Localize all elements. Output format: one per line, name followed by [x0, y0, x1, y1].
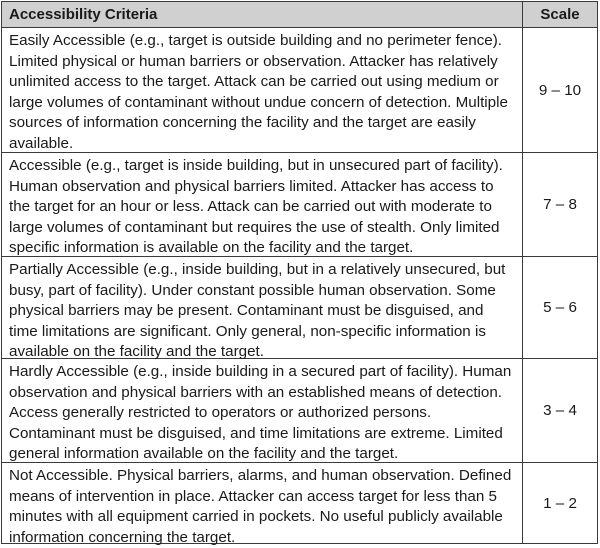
table-row: [2, 463, 597, 546]
criteria-cell: Hardly Accessible (e.g., inside building in a secured part of facility). Human observation and physical barriers with an established means of detection. Access generally restricted to operators or authorized persons. Contaminant must be disguised, and time limitations are extreme. Limited general information available on the facility and the target.: [2, 359, 523, 462]
table-row: [2, 153, 597, 257]
accessibility-criteria-table: [1, 1, 598, 544]
header-scale: Scale: [540, 5, 580, 23]
header-criteria: Accessibility Criteria: [2, 2, 523, 27]
scale-cell: 9 – 10: [538, 81, 582, 99]
criteria-cell: Easily Accessible (e.g., target is outside building and no perimeter fence). Limited physical or human barriers or observation. Attacker has relatively unlimited access to the target. Attack can be carried out using medium or large volumes of contaminant without undue concern of detection. Multiple sources of information concerning the facility and the target are easily available.: [2, 28, 523, 152]
scale-cell: 3 – 4: [543, 402, 577, 419]
table-header-row: [2, 2, 597, 28]
table-row: [2, 359, 597, 463]
criteria-cell: Not Accessible. Physical barriers, alarms, and human observation. Defined means of intervention in place. Attacker can access target for less than 5 minutes with all equipment carried in pockets. No useful publicly available information concerning the target.: [2, 463, 523, 543]
scale-cell: 5 – 6: [543, 299, 577, 316]
criteria-cell: Accessible (e.g., target is inside building, but in unsecured part of facility). Human observation and physical barriers limited. Attacker has access to the target for an hour or less. Attack can be carried out with moderate to large volumes of contaminant but requires the use of stealth. Only limited specific information is available on the facility and the target.: [2, 153, 523, 256]
table-row: [2, 257, 597, 359]
scale-cell: 1 – 2: [543, 494, 577, 512]
table-row: [2, 28, 597, 153]
scale-cell: 7 – 8: [543, 196, 577, 213]
criteria-cell: Partially Accessible (e.g., inside building, but in a relatively unsecured, but busy, part of facility). Under constant possible human observation. Some physical barriers may be present. Contaminant must be disguised, and time limitations are significant. Only general, non-specific information is available on the facility and the target.: [2, 257, 523, 358]
